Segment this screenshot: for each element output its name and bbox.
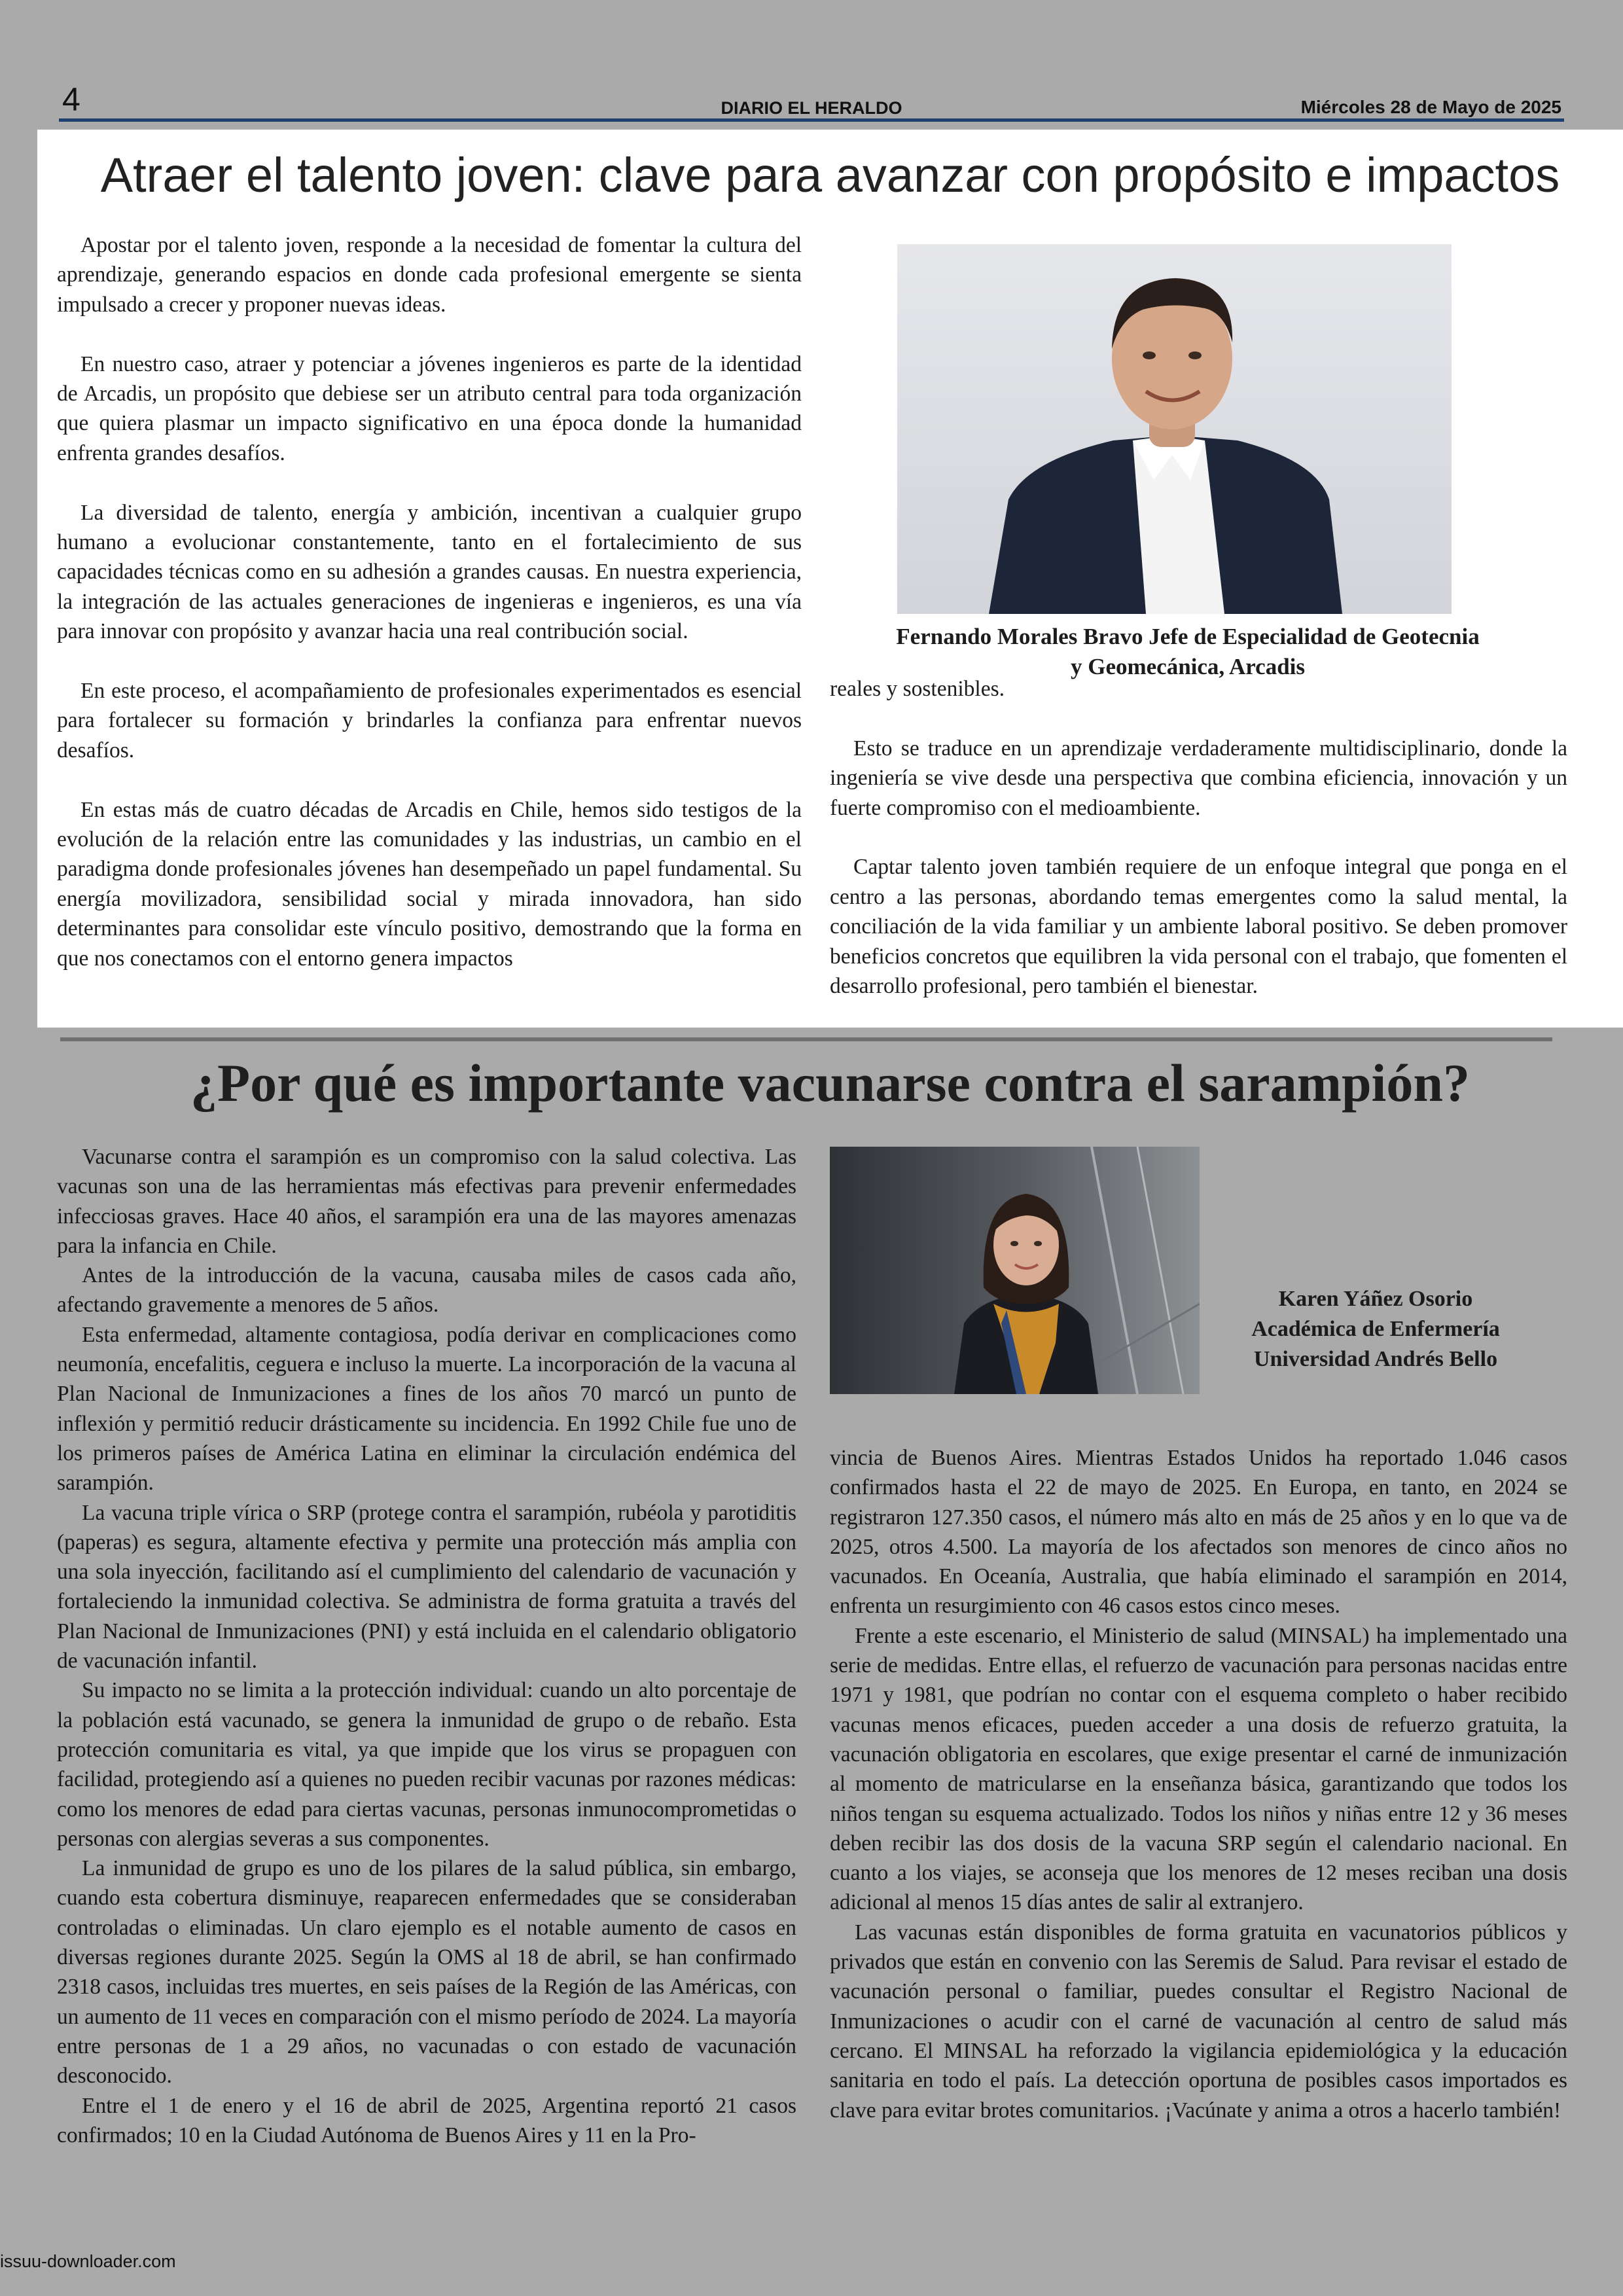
paragraph: Esta enfermedad, altamente contagiosa, podía derivar en complicaciones como neumonía, encefalitis, ceguera e incluso la muerte. La incorporación de la vacuna al Plan Nacional de Inmunizaciones a fines de los años 70 marcó un punto de inflexión y permitió reducir drásticamente su incidencia. En 1992 Chile fue uno de los primeros países de América Latina en eliminar la circulación endémica del sarampión. (57, 1322, 796, 1496)
article-2-title: ¿Por qué es importante vacunarse contra el sarampión? (190, 1053, 1470, 1113)
article-1-photo-caption (844, 622, 1531, 682)
article-1-title: Atraer el talento joven: clave para avanzar con propósito e impactos (100, 148, 1560, 202)
page-number: 4 (62, 81, 80, 118)
article-2-right-column (830, 1443, 1567, 2125)
paragraph-continuation: vincia de Buenos Aires. Mientras Estados Unidos ha reportado 1.046 casos confirmados hasta el 22 de mayo de 2025. En Europa, en tanto, en 2024 se registraron 127.350 casos, el número más alto en más de 25 años y en lo que va de 2025, otros 4.500. La mayoría de los afectados son menores de cinco años no vacunados. En Oceanía, Australia, que había eliminado el sarampión en 2014, enfrenta un resurgimiento con 46 casos estos cinco meses. (830, 1446, 1567, 1619)
caption-line: y Geomecánica, Arcadis (1070, 654, 1306, 679)
caption-line: Fernando Morales Bravo Jefe de Especialidad de Geotecnia (896, 624, 1480, 649)
paragraph: La inmunidad de grupo es uno de los pilares de la salud pública, sin embargo, cuando esta cobertura disminuye, reaparecen enfermedades que se consideraban controladas o eliminadas. Un claro ejemplo es el notable aumento de casos en diversas regiones durante 2025. Según la OMS al 18 de abril, se han confirmado 2318 casos, incluidas tres muertes, en seis países de la Región de las Américas, con un aumento de 11 veces en comparación con el mismo período de 2024. La mayoría entre personas de 1 a 29 años, no vacunadas o con estado de vacunación desconocido. (57, 1856, 796, 2089)
portrait-photo-fernando-morales (897, 244, 1452, 614)
paragraph: La vacuna triple vírica o SRP (protege contra el sarampión, rubéola y parotiditis (paperas) es segura, altamente efectiva y permite una protección más amplia con una sola inyección, facilitando así el cumplimiento del calendario de vacunación y fortaleciendo la inmunidad colectiva. Se administra de forma gratuita a través del Plan Nacional de Inmunizaciones (PNI) y está incluida en el calendario obligatorio de vacunación infantil. (57, 1500, 796, 1674)
paragraph-continuation: reales y sostenibles. (830, 677, 1005, 701)
paragraph: Captar talento joven también requiere de un enfoque integral que ponga en el centro a las personas, abordando temas emergentes como la salud mental, la conciliación de la vida familiar y un ambiente laboral positivo. Se deben promover beneficios concretos que equilibren la vida personal con el trabajo, que fomenten el desarrollo profesional, pero también el bienestar. (830, 855, 1567, 999)
paragraph: Vacunarse contra el sarampión es un compromiso con la salud colectiva. Las vacunas son una de las herramientas más efectivas para prevenir enfermedades infecciosas graves. Hace 40 años, el sarampión era una de las mayores amenazas para la infancia en Chile. (57, 1145, 796, 1258)
paragraph: En nuestro caso, atraer y potenciar a jóvenes ingenieros es parte de la identidad de Arcadis, un propósito que debiese ser un atributo central para toda organización que quiera plasmar un impacto significativo en una época donde la humanidad enfrenta grandes desafíos. (57, 351, 802, 465)
section-divider (60, 1037, 1552, 1041)
paragraph: Su impacto no se limita a la protección individual: cuando un alto porcentaje de la población está vacunado, se genera la inmunidad de grupo o de rebaño. Esta protección comunitaria es vital, ya que impide que los virus se propaguen con facilidad, protegiendo así a quienes no pueden recibir vacunas por razones médicas: como los menores de edad para ciertas vacunas, personas inmunocomprometidas o personas con alergias severas a sus componentes. (57, 1678, 796, 1851)
portrait-photo-karen-yanez (830, 1147, 1200, 1394)
paragraph: La diversidad de talento, energía y ambición, incentivan a cualquier grupo humano a evolucionar constantemente, tanto en el fortalecimiento de sus capacidades técnicas como en su adhesión a grandes causas. En nuestra experiencia, la integración de las actuales generaciones de ingenieras e ingenieros, es una vía para innovar con propósito y avanzar hacia una real contribución social. (57, 500, 802, 644)
paragraph: Apostar por el talento joven, responde a la necesidad de fomentar la cultura del aprendizaje, generando espacios en donde cada profesional emergente se sienta impulsado a crecer y proponer nuevas ideas. (57, 233, 802, 317)
article-1-right-column (830, 674, 1567, 1001)
caption-line: Karen Yáñez Osorio (1278, 1287, 1473, 1311)
paragraph: Frente a este escenario, el Ministerio de salud (MINSAL) ha implementado una serie de medidas. Entre ellas, el refuerzo de vacunación para personas nacidas entre 1971 y 1981, que podrían no contar con el esquema completo o haber recibido vacunas menos eficaces, pueden acceder a una dosis de refuerzo gratuita, la vacunación obligatoria en escolares, que exige presentar el carné de inmunización al momento de matricularse en la enseñanza básica, garantizando que todos los niños tengan su esquema actualizado. Todos los niños y niñas entre 12 y 36 meses deben recibir las dos dosis de la vacuna SRP según el calendario nacional. En cuanto a los viajes, se aconseja que los menores de 12 meses reciban una dosis adicional al menos 15 días antes de salir al extranjero. (830, 1623, 1567, 1915)
portrait-illustration (897, 244, 1452, 614)
article-1-left-column (57, 230, 802, 973)
caption-line: Académica de Enfermería (1251, 1317, 1500, 1341)
paragraph: Las vacunas están disponibles de forma gratuita en vacunatorios públicos y privados que están en convenio con las Seremis de Salud. Para revisar el estado de vacunación personal o familiar, puedes consultar el Registro Nacional de Inmunizaciones o acudir con el carné de vacunación al centro de salud más cercano. El MINSAL ha reforzado la vigilancia epidemiológica y la educación sanitaria en todo el país. La detección oportuna de posibles casos importados es clave para evitar brotes comunitarios. ¡Vacúnate y anima a otros a hacerlo también! (830, 1920, 1567, 2123)
paragraph: En este proceso, el acompañamiento de profesionales experimentados es esencial para fortalecer su formación y brindarles la confianza para enfrentar nuevos desafíos. (57, 679, 802, 762)
issue-date: Miércoles 28 de Mayo de 2025 (1300, 97, 1561, 117)
header-rule (59, 118, 1564, 122)
newspaper-name: DIARIO EL HERALDO (721, 98, 902, 118)
caption-line: Universidad Andrés Bello (1253, 1347, 1498, 1371)
watermark-link[interactable]: issuu-downloader.com (0, 2251, 176, 2271)
paragraph: En estas más de cuatro décadas de Arcadis en Chile, hemos sido testigos de la evolución de la relación entre las comunidades y las industrias, un cambio en el paradigma donde profesionales jóvenes han desempeñado un papel fundamental. Su energía movilizadora, sensibilidad social y mirada innovadora, han sido determinantes para consolidar este vínculo positivo, demostrando que la forma en que nos conectamos con el entorno genera impactos (57, 797, 802, 971)
paragraph: Esto se traduce en un aprendizaje verdaderamente multidisciplinario, donde la ingeniería se vive desde una perspectiva que combina eficiencia, innovación y un fuerte compromiso con el medioambiente. (830, 736, 1567, 820)
portrait-illustration (830, 1147, 1200, 1394)
article-2-photo-caption (1219, 1284, 1533, 1374)
paragraph: Entre el 1 de enero y el 16 de abril de 2025, Argentina reportó 21 casos confirmados; 10 en la Ciudad Autónoma de Buenos Aires y 11 en la Pro- (57, 2093, 796, 2147)
paragraph: Antes de la introducción de la vacuna, causaba miles de casos cada año, afectando gravemente a menores de 5 años. (57, 1263, 796, 1318)
article-2-left-column (57, 1142, 796, 2150)
